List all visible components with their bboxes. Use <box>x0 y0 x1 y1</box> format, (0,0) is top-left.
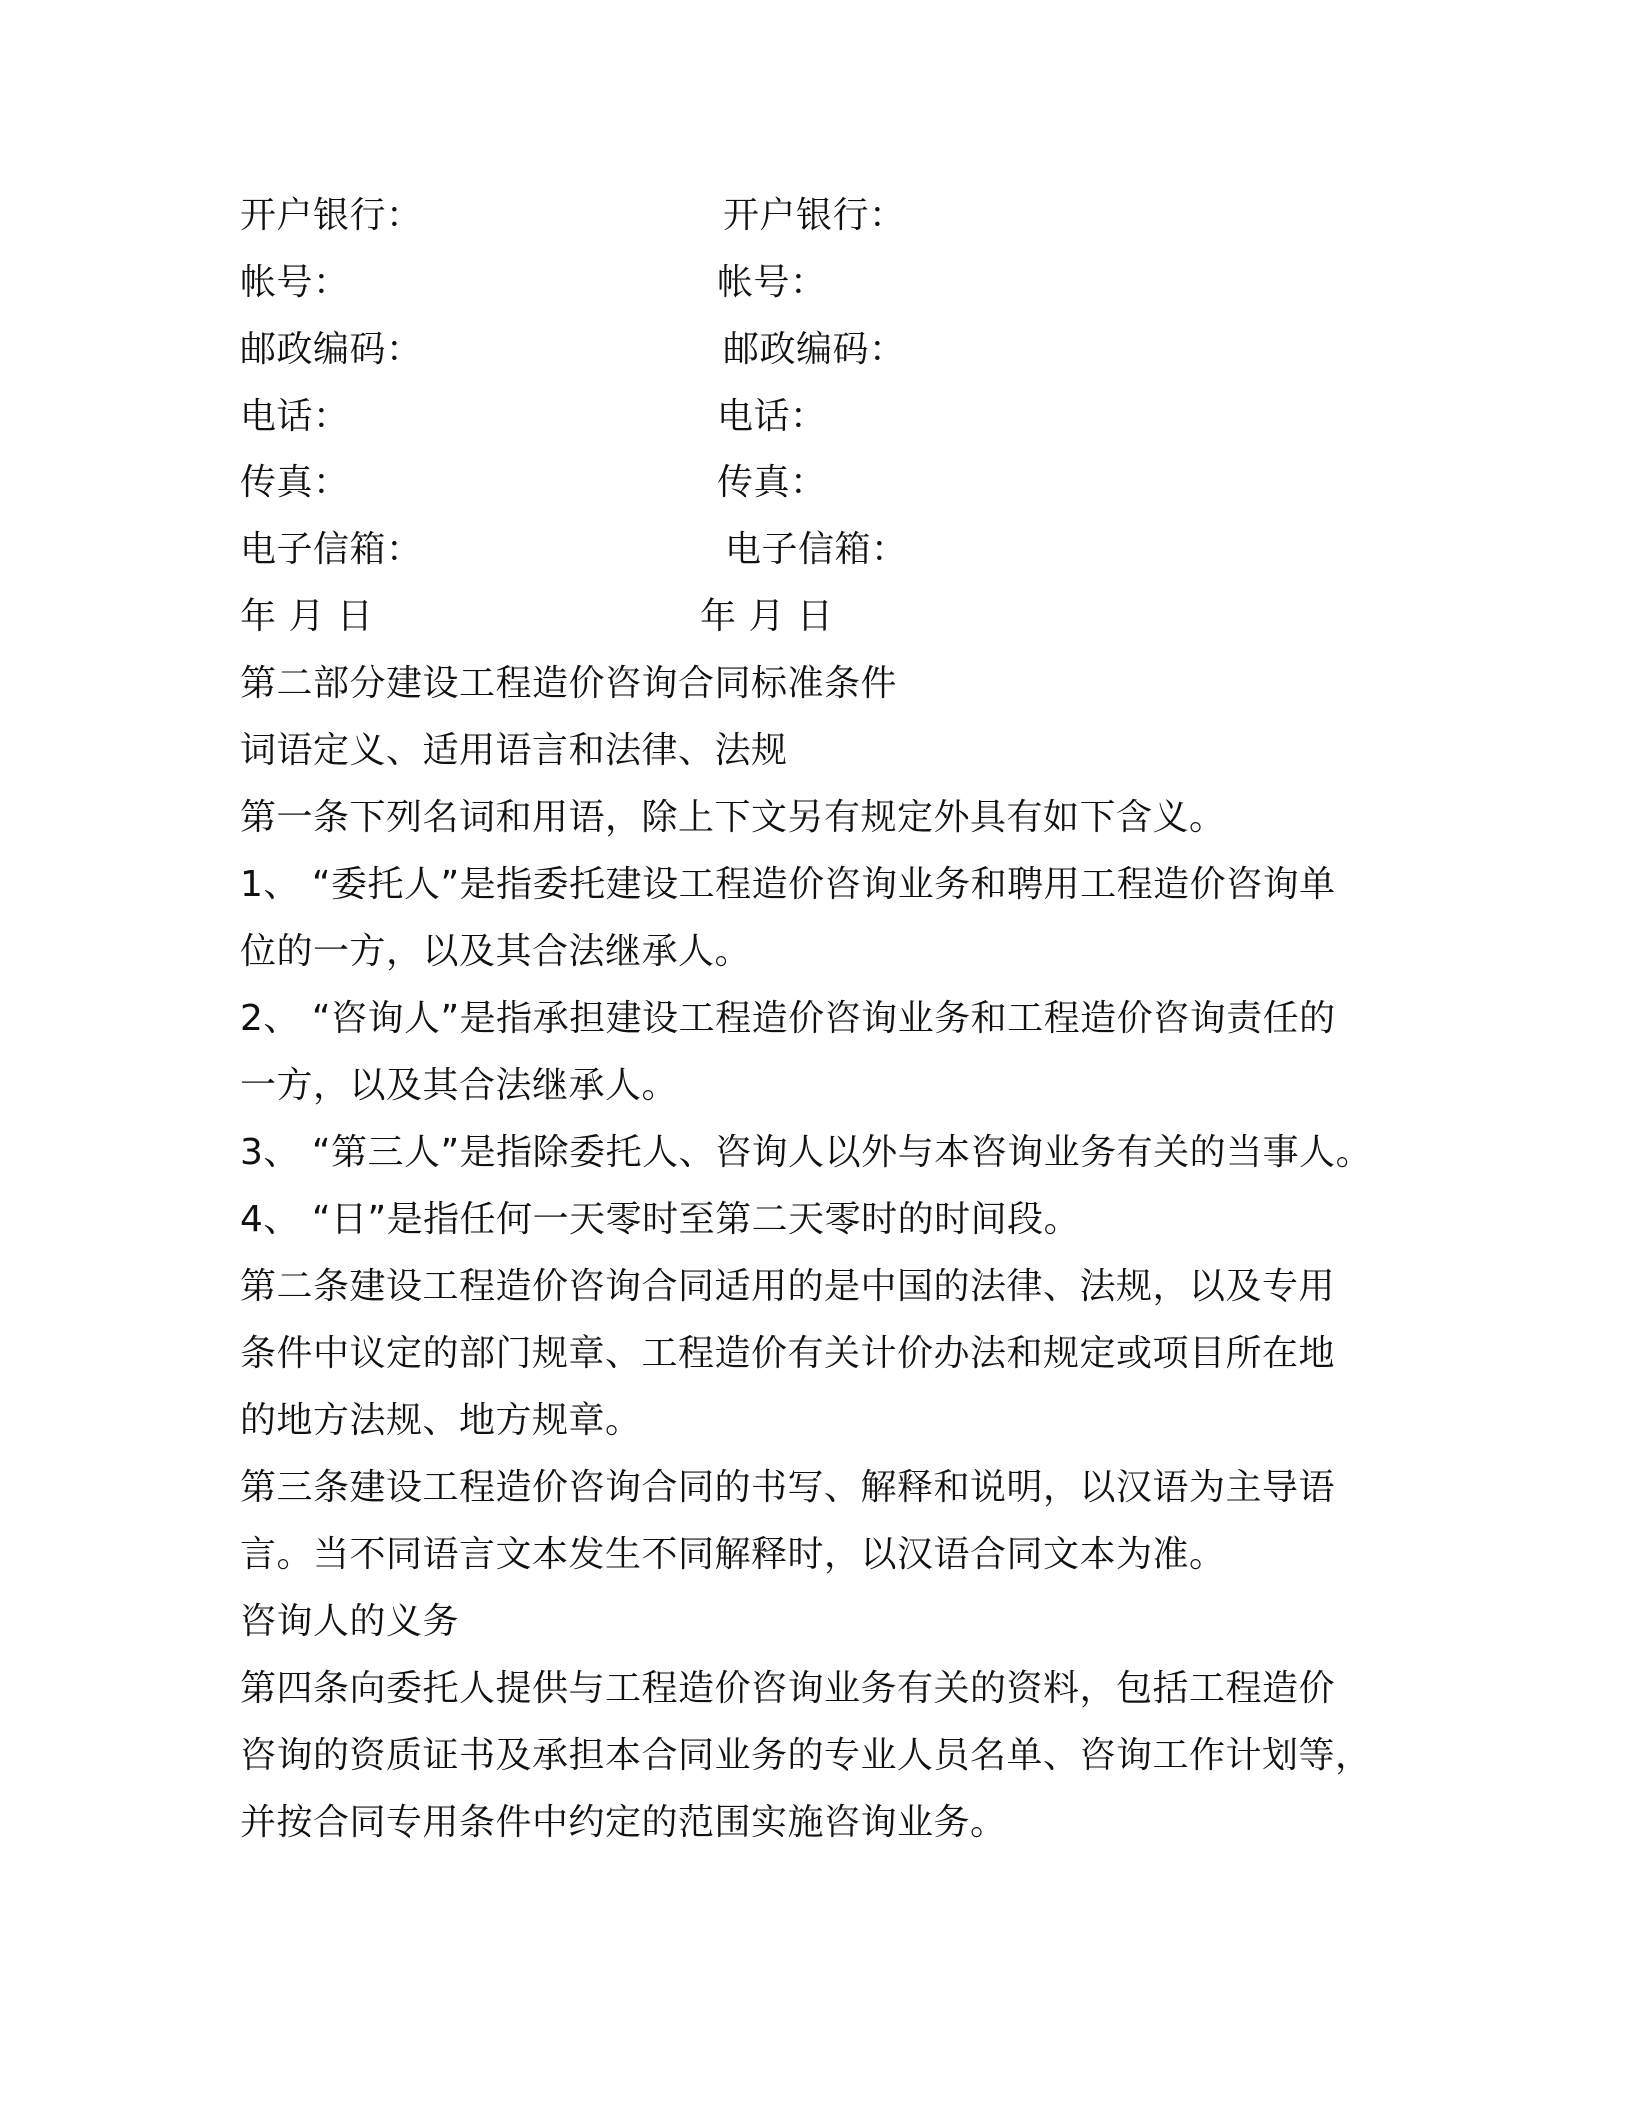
party-a-account-label: 帐号： <box>240 262 350 303</box>
party-b-phone-label: 电话： <box>717 396 827 437</box>
party-b-account-label: 帐号： <box>717 262 827 303</box>
paragraph-line: 2、 “咨询人”是指承担建设工程造价咨询业务和工程造价咨询责任的 <box>240 998 1336 1039</box>
paragraph-line: 第二条建设工程造价咨询合同适用的是中国的法律、法规，以及专用 <box>240 1266 1336 1307</box>
paragraph-line: 咨询的资质证书及承担本合同业务的专业人员名单、咨询工作计划等， <box>240 1735 1372 1776</box>
party-a-date-label: 年 月 日 <box>240 596 374 637</box>
party-b-date-label: 年 月 日 <box>700 596 834 637</box>
paragraph-line: 的地方法规、地方规章。 <box>240 1400 642 1441</box>
party-a-fax-label: 传真： <box>240 462 350 503</box>
party-b-fax-label: 传真： <box>717 462 827 503</box>
party-b-email-label: 电子信箱： <box>725 529 908 570</box>
paragraph-line: 4、 “日”是指任何一天零时至第二天零时的时间段。 <box>240 1199 1081 1240</box>
paragraph-line: 条件中议定的部门规章、工程造价有关计价办法和规定或项目所在地 <box>240 1333 1336 1374</box>
party-b-postcode-label: 邮政编码： <box>723 329 906 370</box>
section-heading: 第二部分建设工程造价咨询合同标准条件 <box>240 663 898 704</box>
paragraph-line: 第四条向委托人提供与工程造价咨询业务有关的资料，包括工程造价 <box>240 1668 1336 1709</box>
party-b-bank-label: 开户银行： <box>723 195 906 236</box>
paragraph-line: 并按合同专用条件中约定的范围实施咨询业务。 <box>240 1802 1007 1843</box>
paragraph-line: 第三条建设工程造价咨询合同的书写、解释和说明，以汉语为主导语 <box>240 1467 1336 1508</box>
subsection-heading: 词语定义、适用语言和法律、法规 <box>240 730 788 771</box>
party-a-postcode-label: 邮政编码： <box>240 329 423 370</box>
party-a-email-label: 电子信箱： <box>240 529 423 570</box>
party-a-phone-label: 电话： <box>240 396 350 437</box>
paragraph-line: 第一条下列名词和用语，除上下文另有规定外具有如下含义。 <box>240 797 1226 838</box>
paragraph-line: 1、 “委托人”是指委托建设工程造价咨询业务和聘用工程造价咨询单 <box>240 864 1336 905</box>
paragraph-line: 3、 “第三人”是指除委托人、咨询人以外与本咨询业务有关的当事人。 <box>240 1132 1373 1173</box>
paragraph-line: 一方，以及其合法继承人。 <box>240 1065 679 1106</box>
subsection-heading: 咨询人的义务 <box>240 1601 460 1642</box>
paragraph-line: 位的一方，以及其合法继承人。 <box>240 931 752 972</box>
party-a-bank-label: 开户银行： <box>240 195 423 236</box>
paragraph-line: 言。当不同语言文本发生不同解释时，以汉语合同文本为准。 <box>240 1534 1226 1575</box>
